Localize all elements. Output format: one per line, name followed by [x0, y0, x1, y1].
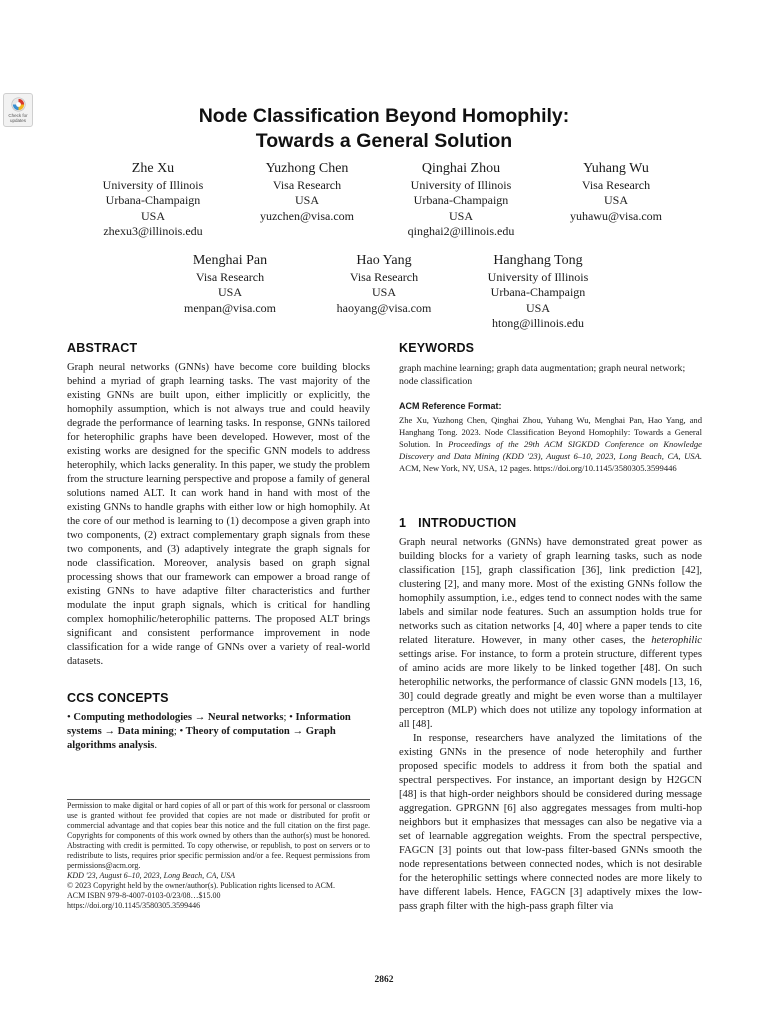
author-email[interactable]: zhexu3@illinois.edu [103, 224, 203, 239]
author-name: Zhe Xu [131, 161, 175, 176]
page-number: 2862 [374, 975, 394, 985]
author-name: Yuhang Wu [583, 161, 649, 176]
section-title: INTRODUCTION [418, 516, 517, 530]
ccs-term: Neural networks [207, 712, 284, 723]
ccs-bullet: • [289, 712, 293, 723]
author-block [443, 252, 633, 332]
author-name: Menghai Pan [192, 253, 268, 268]
ccs-term: Data mining [117, 726, 174, 737]
author-country: USA [448, 208, 473, 223]
author-affiliation: University of Illinois [487, 270, 589, 284]
author-country: USA [603, 193, 628, 208]
author-affiliation: Visa Research [272, 178, 342, 192]
ccs-bullet: • [179, 726, 184, 737]
keywords-text: graph machine learning; graph data augmentation; graph neural network; node classification [399, 363, 686, 387]
intro-text-run: Graph neural networks (GNNs) have demonstrated great power as building blocks for a variety of graph learning tasks, such as node classification [15], graph classification [36], link prediction [42], clustering [2], and many more. Most of the existing GNNs follow the homophily assumption, i.e., edges tend to connect nodes with the same labels and similar node features. Such an assumption holds true for networks such as citation networks [4, 40] where a paper tends to cite related literature. However, in many other cases, the [399, 537, 702, 646]
author-affiliation: University of Illinois [410, 178, 512, 192]
doi-link[interactable]: https://doi.org/10.1145/3580305.3599446 [67, 901, 201, 910]
author-country: USA [217, 285, 242, 300]
abstract-text: Graph neural networks (GNNs) have become core building blocks behind a myriad of graph learning tasks. The vast majority of the existing GNNs are built upon, either implicitly or explicitly, the homophily assumption, which is not always true and could heavily degrade the performance of learning tasks. In response, GNNs tailored for heterophilic graphs have been developed. However, most of the existing works are designed for the specific GNN models to address heterophily, which lacks generality. In this paper, we study the problem from the structure learning perspective and propose a family of general solutions named ALT. It can work hand in hand with most of the existing GNNs to handle graphs with either low or high homophily. At the core of our method is learning to (1) decompose a given graph into two components, (2) extract complementary graph signals from these two components, and (3) adaptively integrate the graph signals for node classification. Moreover, analysis based on graph signal processing shows that our framework can empower a broad range of existing GNNs to have adaptive filter characteristics and further modulate the input graph signals, which is critical for handling complex homophilic/heterophilic patterns. The proposed ALT brings significant and consistent performance improvement in node classification for a wide range of GNNs over a variety of real-world datasets. [67, 362, 370, 667]
abstract-heading: ABSTRACT [67, 341, 138, 355]
ccs-term: Information systems [67, 712, 351, 737]
intro-paragraph: In response, researchers have analyzed the limitations of the existing GNNs in the presence of node heterophily and further proposed specific models to address it from both the spatial and spectral perspectives. For instance, an important design by H2GCN [48] is that high-order neighbors should be considered during message aggregation. GPRGNN [6] also aggregates messages from multi-hop neighbors but it emphasizes that messages can also be negative via a set of learnable aggregation weights. From the spectral perspective, FAGCN [3] points out that low-pass filter-based GNNs smooth the node representations between connected nodes, which is not desirable for the heterophilic settings where connected nodes are more likely to have different labels. Hence, FAGCN [3] adaptively mixes the low-pass graph filter with the high-pass graph filter via [399, 733, 702, 912]
keywords-heading: KEYWORDS [399, 341, 475, 355]
author-email[interactable]: htong@illinois.edu [491, 316, 585, 331]
author-email[interactable]: qinghai2@illinois.edu [407, 224, 515, 239]
ccs-heading: CCS CONCEPTS [67, 691, 169, 705]
permission-block [67, 801, 370, 911]
acm-reference-venue: Proceedings of the 29th ACM SIGKDD Conference on Knowledge Discovery and Data Mining (KDD '23), August 6–10, 2023, Long Beach, CA, USA. [399, 439, 702, 461]
author-email[interactable]: haoyang@visa.com [336, 300, 432, 315]
permission-text: Permission to make digital or hard copies of all or part of this work for personal or classroom use is granted without fee provided that copies are not made or distributed for profit or commercial advantage and that copies bear this notice and the full citation on the first page. Copyrights for components of this work owned by others than the author(s) must be honored. Abstracting with credit is permitted. To copy otherwise, or republish, to post on servers or to redistribute to lists, requires prior specific permission and/or a fee. Request permissions from permissions@acm.org. [67, 801, 370, 870]
author-email[interactable]: menpan@visa.com [183, 300, 277, 315]
acm-reference [399, 414, 702, 474]
ccs-separator: ; [283, 712, 287, 723]
intro-emphasis: heterophilic [651, 635, 702, 646]
author-affiliation: Urbana-Champaign [413, 193, 509, 208]
intro-paragraph [399, 536, 702, 732]
title-line-2: Towards a General Solution [255, 130, 513, 152]
introduction-heading [399, 516, 516, 530]
author-block [521, 160, 711, 224]
ccs-bullet: • [67, 712, 71, 723]
ccs-term: Theory of computation [185, 726, 290, 737]
introduction-text [399, 536, 702, 914]
author-affiliation: Visa Research [349, 270, 419, 284]
ccs-end: . [154, 740, 158, 751]
acm-reference-heading: ACM Reference Format: [399, 401, 502, 411]
author-name: Yuzhong Chen [265, 161, 349, 176]
badge-text: Check for updates [8, 113, 28, 123]
ccs-term: Computing methodologies [73, 712, 192, 723]
author-name: Qinghai Zhou [421, 161, 501, 176]
intro-text-run: settings arise. For instance, to form a protein structure, different types of amino acids are more likely to be linked together [48]. On such heterophilic networks, the performance of classic GNN models [13, 16, 30] could degrade greatly and might be even worse than a multilayer perceptron (MLP) which does not utilize any topology information at all [48]. [399, 649, 703, 730]
author-name: Hanghang Tong [493, 253, 583, 268]
ccs-arrow: → [104, 726, 115, 737]
author-email[interactable]: yuhawu@visa.com [569, 208, 663, 223]
acm-reference-authors: Zhe Xu, Yuzhong Chen, Qinghai Zhou, Yuhang Wu, Menghai Pan, Hao Yang, and Hanghang Tong. 2023. Node Classification Beyond Homophily: Towards a General Solution. In [399, 415, 702, 449]
isbn-line: ACM ISBN 979-8-4007-0103-0/23/08…$15.00 [67, 891, 221, 900]
acm-reference-rest: ACM, New York, NY, USA, 12 pages. https://doi.org/10.1145/3580305.3599446 [399, 463, 677, 473]
paper-title [0, 104, 768, 154]
author-country: USA [371, 285, 396, 300]
section-number: 1 [399, 516, 407, 530]
author-country: USA [525, 300, 550, 315]
author-affiliation: Urbana-Champaign [490, 285, 586, 300]
ccs-arrow: → [194, 712, 206, 723]
author-affiliation: Urbana-Champaign [105, 193, 201, 208]
title-line-1: Node Classification Beyond Homophily: [198, 105, 570, 127]
author-affiliation: Visa Research [195, 270, 265, 284]
ccs-separator: ; [173, 726, 177, 737]
author-country: USA [294, 193, 319, 208]
author-affiliation: University of Illinois [102, 178, 204, 192]
ccs-concepts [67, 711, 370, 753]
author-country: USA [140, 208, 165, 223]
ccs-term: Graph algorithms analysis [67, 726, 336, 751]
copyright-line: © 2023 Copyright held by the owner/author(s). Publication rights licensed to ACM. [67, 881, 336, 890]
author-email[interactable]: yuzchen@visa.com [259, 208, 355, 223]
ccs-arrow: → [292, 726, 304, 737]
author-affiliation: Visa Research [581, 178, 651, 192]
conference-line: KDD '23, August 6–10, 2023, Long Beach, CA, USA [67, 871, 236, 880]
author-name: Hao Yang [356, 253, 412, 268]
footnote-rule [67, 799, 370, 800]
